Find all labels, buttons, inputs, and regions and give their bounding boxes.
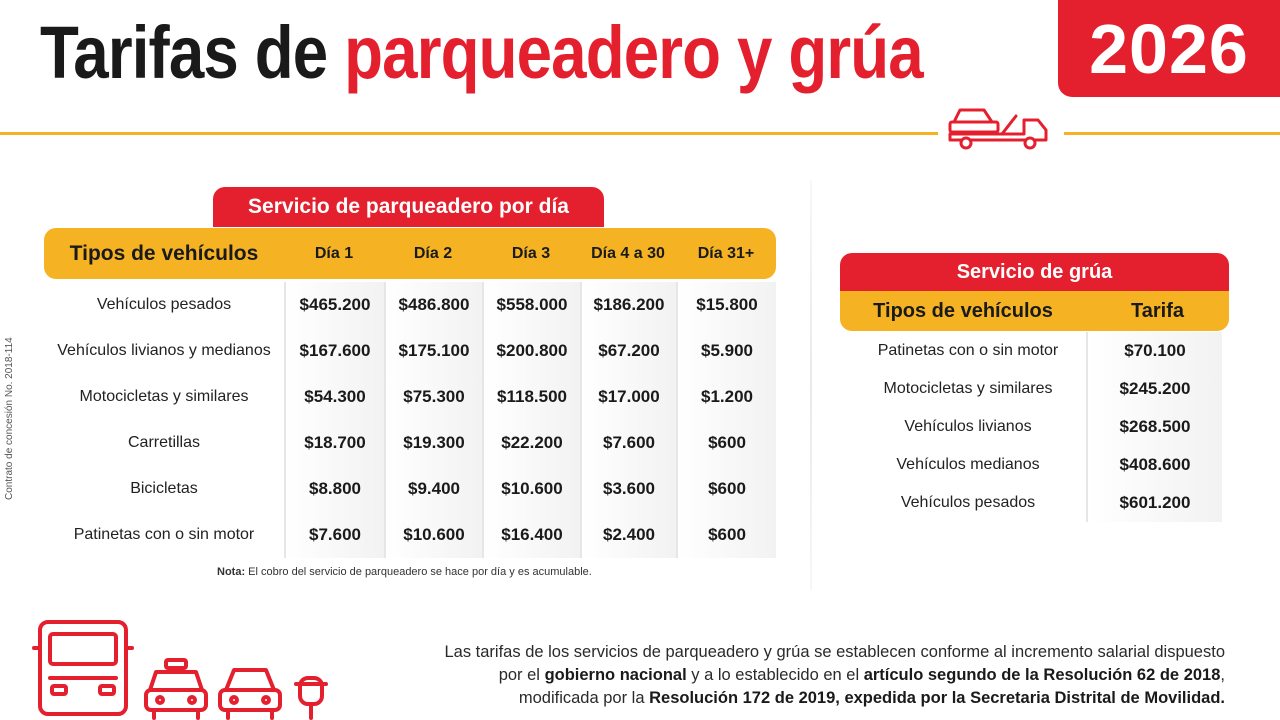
- table-row: [44, 282, 776, 328]
- table-row: [850, 370, 1222, 408]
- price-cell: $245.200: [1086, 370, 1222, 408]
- table-row: [850, 446, 1222, 484]
- price-cell: $7.600: [580, 420, 676, 466]
- price-cell: $9.400: [384, 466, 482, 512]
- tow-table-body: [850, 332, 1222, 522]
- price-cell: $22.200: [482, 420, 580, 466]
- page-title: [40, 8, 923, 98]
- parking-table-title: Servicio de parqueadero por día: [213, 187, 604, 227]
- vehicle-type-cell: Vehículos livianos: [904, 418, 1032, 435]
- price-cell: $558.000: [482, 282, 580, 328]
- table-row: [850, 408, 1222, 446]
- footer-bold: Resolución 172 de 2019, expedida por la Secretaria Distrital de Movilidad.: [649, 689, 1225, 707]
- price-cell: $15.800: [676, 282, 776, 328]
- price-cell: $5.900: [676, 328, 776, 374]
- price-cell: $600: [676, 512, 776, 558]
- price-cell: $2.400: [580, 512, 676, 558]
- vehicle-type-cell: Patinetas con o sin motor: [877, 342, 1059, 359]
- price-cell: $175.100: [384, 328, 482, 374]
- col-tariff: Tarifa: [1131, 299, 1184, 322]
- concession-contract-note: Contrato de concesión No. 2018-114: [4, 337, 15, 500]
- price-cell: $268.500: [1086, 408, 1222, 446]
- vertical-divider: [810, 180, 812, 590]
- tow-table-title: Servicio de grúa: [840, 253, 1229, 291]
- price-cell: $10.600: [384, 512, 482, 558]
- table-row: [44, 374, 776, 420]
- footer-bold: gobierno nacional: [544, 666, 687, 684]
- price-cell: $17.000: [580, 374, 676, 420]
- price-cell: $8.800: [284, 466, 384, 512]
- footer-line-1: Las tarifas de los servicios de parqueadero y grúa se establecen conforme al incremento salarial dispuesto: [444, 643, 1225, 661]
- vehicle-icons-group: [30, 618, 340, 720]
- footer-bold: artículo segundo de la Resolución 62 de 2018: [863, 666, 1221, 684]
- vehicle-type-cell: Carretillas: [127, 434, 200, 451]
- price-cell: $200.800: [482, 328, 580, 374]
- car-icon: [220, 670, 280, 718]
- taxi-icon: [146, 660, 206, 718]
- parking-note: [217, 566, 592, 578]
- footer-text: modificada por la: [518, 689, 650, 707]
- col-vehicle-types: Tipos de vehículos: [69, 241, 259, 265]
- price-cell: $19.300: [384, 420, 482, 466]
- col-vehicle-types: Tipos de vehículos: [873, 299, 1053, 322]
- footer-text: por el: [498, 666, 545, 684]
- price-cell: $70.100: [1086, 332, 1222, 370]
- vehicle-type-cell: Bicicletas: [130, 480, 198, 497]
- table-row: [44, 512, 776, 558]
- price-cell: $186.200: [580, 282, 676, 328]
- price-cell: $67.200: [580, 328, 676, 374]
- price-cell: $3.600: [580, 466, 676, 512]
- table-row: [850, 484, 1222, 522]
- note-text: El cobro del servicio de parqueadero se hace por día y es acumulable.: [245, 566, 592, 578]
- table-row: [850, 332, 1222, 370]
- price-cell: $75.300: [384, 374, 482, 420]
- note-label: Nota:: [217, 566, 246, 578]
- price-cell: $600: [676, 420, 776, 466]
- vehicle-type-cell: Vehículos medianos: [896, 456, 1040, 473]
- year-badge: 2026: [1058, 0, 1280, 97]
- price-cell: $18.700: [284, 420, 384, 466]
- vehicle-type-cell: Patinetas con o sin motor: [73, 526, 255, 543]
- col-day31: Día 31+: [697, 244, 755, 262]
- truck-icon: [34, 622, 132, 714]
- price-cell: $600: [676, 466, 776, 512]
- footer-line-2: [400, 664, 1225, 687]
- footer-text: ,: [1220, 666, 1225, 684]
- vehicle-type-cell: Motocicletas y similares: [79, 388, 249, 405]
- col-day2: Día 2: [413, 244, 453, 262]
- price-cell: $7.600: [284, 512, 384, 558]
- price-cell: $118.500: [482, 374, 580, 420]
- motorcycle-icon: [296, 678, 326, 718]
- vehicle-type-cell: Vehículos pesados: [96, 296, 232, 313]
- title-part1: Tarifas de: [40, 11, 345, 94]
- price-cell: $54.300: [284, 374, 384, 420]
- legal-footer: [400, 641, 1225, 710]
- parking-table-body: [44, 282, 776, 558]
- price-cell: $408.600: [1086, 446, 1222, 484]
- col-day4-30: Día 4 a 30: [591, 244, 665, 262]
- title-part2: parqueadero y grúa: [344, 11, 923, 94]
- divider-line-right: [1064, 132, 1280, 135]
- tow-truck-icon: [946, 100, 1056, 150]
- price-cell: $10.600: [482, 466, 580, 512]
- vehicle-type-cell: Motocicletas y similares: [883, 380, 1053, 397]
- price-cell: $465.200: [284, 282, 384, 328]
- price-cell: $601.200: [1086, 484, 1222, 522]
- vehicle-type-cell: Vehículos pesados: [900, 494, 1036, 511]
- vehicle-type-cell: Vehículos livianos y medianos: [57, 342, 271, 359]
- divider-line-left: [0, 132, 938, 135]
- parking-table-header-row: [44, 228, 776, 279]
- table-row: [44, 328, 776, 374]
- price-cell: $16.400: [482, 512, 580, 558]
- price-cell: $486.800: [384, 282, 482, 328]
- tow-table-header-row: [840, 291, 1229, 331]
- price-cell: $1.200: [676, 374, 776, 420]
- table-row: [44, 420, 776, 466]
- table-row: [44, 466, 776, 512]
- col-day1: Día 1: [314, 244, 354, 262]
- footer-line-3: [400, 687, 1225, 710]
- price-cell: $167.600: [284, 328, 384, 374]
- footer-text: y a lo establecido en el: [686, 666, 864, 684]
- col-day3: Día 3: [511, 244, 551, 262]
